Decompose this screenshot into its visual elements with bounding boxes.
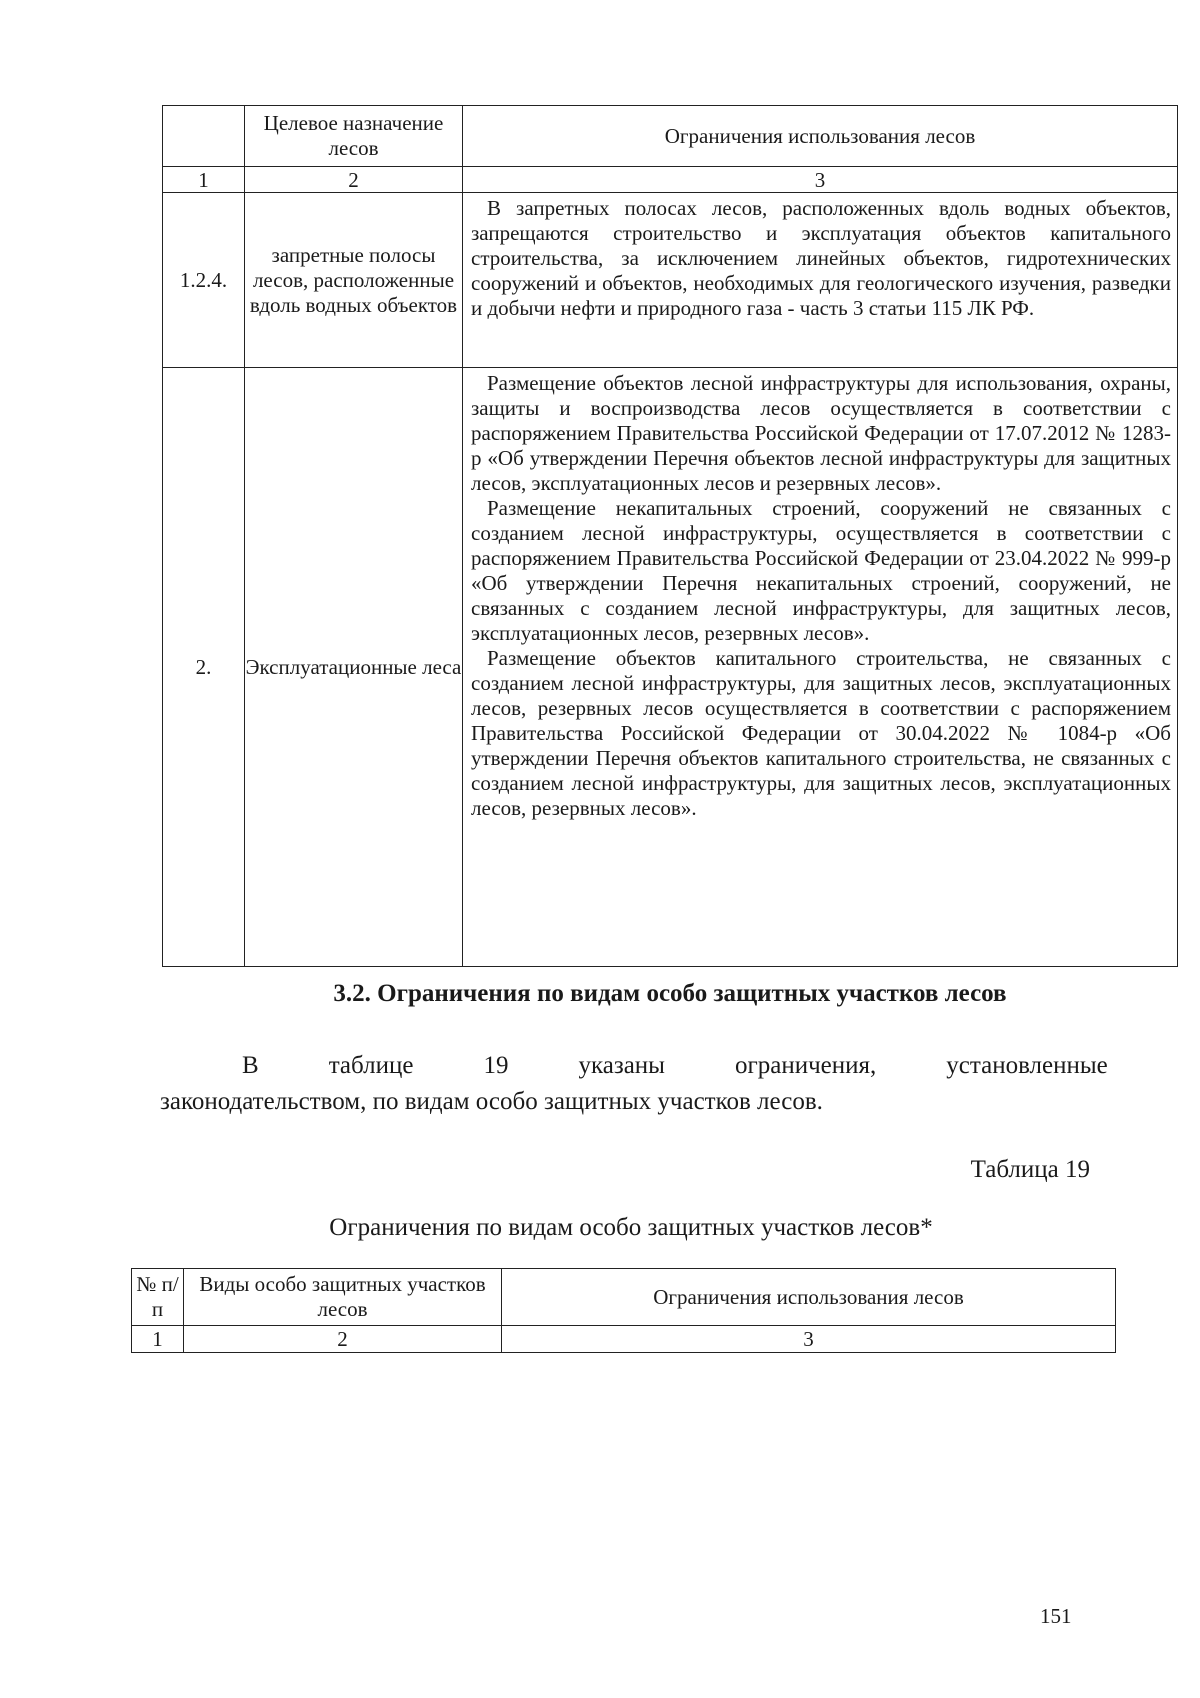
paragraph-word: 19: [483, 1052, 509, 1079]
table-title: Ограничения по видам особо защитных участков лесов*: [329, 1214, 933, 1241]
row-restrictions: [463, 368, 1178, 967]
row-restrictions: [463, 193, 1178, 368]
restriction-paragraph: Размещение объектов лесной инфраструктуры для использования, охраны, защиты и воспроизводства лесов осуществляется в соответствии с распоряжением Правительства Российской Федерации от 17.07.2012 № 1283-р «Об утверждении Перечня объектов лесной инфраструктуры для защитных лесов, эксплуатационных лесов и резервных лесов».: [471, 371, 1171, 495]
restriction-paragraph: Размещение некапитальных строений, сооружений не связанных с созданием лесной инфраструктуры, осуществляется в соответствии с распоряжением Правительства Российской Федерации от 23.04.2022 № 999-р «Об утверждении Перечня некапитальных строений, сооружений, не связанных с созданием лесной инфраструктуры, для защитных лесов, эксплуатационных лесов, резервных лесов».: [471, 496, 1171, 645]
table-header-row: [163, 106, 1178, 167]
page-number: 151: [1040, 1604, 1072, 1628]
header-cell-number: № п/п: [132, 1269, 184, 1326]
table-row: [163, 193, 1178, 368]
table-column-numbers-row: [132, 1326, 1116, 1353]
column-number: 2: [184, 1326, 502, 1353]
header-cell-number: [163, 106, 245, 167]
column-number: 3: [502, 1326, 1116, 1353]
row-purpose: Эксплуатационные леса: [245, 368, 463, 967]
table-row: [163, 368, 1178, 967]
section-title: 3.2. Ограничения по видам особо защитных участков лесов: [333, 980, 1007, 1007]
header-cell-restrictions: Ограничения использования лесов: [463, 106, 1178, 167]
restriction-paragraph: Размещение объектов капитального строительства, не связанных с созданием лесной инфраструктуры, для защитных лесов, эксплуатационных лесов, резервных лесов осуществляется в соответствии с распоряжением Правительства Российской Федерации от 30.04.2022 № 1084-р «Об утверждении Перечня объектов капитального строительства, не связанных с созданием лесной инфраструктуры, для защитных лесов, эксплуатационных лесов, резервных лесов».: [471, 646, 1171, 820]
forest-restrictions-table-continued: [162, 105, 1178, 967]
paragraph-word: таблице: [328, 1052, 414, 1079]
row-purpose: запретные полосы лесов, расположенные вдоль водных объектов: [245, 193, 463, 368]
table-label: Таблица 19: [970, 1156, 1090, 1183]
special-protective-areas-table: [131, 1268, 1116, 1353]
header-cell-area-types: Виды особо защитных участков лесов: [184, 1269, 502, 1326]
restriction-paragraph: В запретных полосах лесов, расположенных вдоль водных объектов, запрещаются строительство и эксплуатация объектов капитального строительства, за исключением линейных объектов, гидротехнических сооружений и объектов, необходимых для геологического изучения, разведки и добычи нефти и природного газа - часть 3 статьи 115 ЛК РФ.: [471, 196, 1171, 320]
paragraph-word: ограничения,: [734, 1052, 877, 1079]
table-column-numbers-row: [163, 167, 1178, 193]
column-number: 1: [163, 167, 245, 193]
row-number: 1.2.4.: [163, 193, 245, 368]
header-cell-purpose: Целевое назначение лесов: [245, 106, 463, 167]
body-paragraph: [160, 1048, 1108, 1120]
paragraph-word: установленные: [946, 1052, 1108, 1079]
paragraph-word: указаны: [578, 1052, 665, 1079]
header-cell-restrictions: Ограничения использования лесов: [502, 1269, 1116, 1326]
column-number: 2: [245, 167, 463, 193]
column-number: 3: [463, 167, 1178, 193]
row-number: 2.: [163, 368, 245, 967]
paragraph-line: [172, 1048, 1108, 1084]
table-header-row: [132, 1269, 1116, 1326]
paragraph-word: В: [242, 1052, 259, 1079]
paragraph-line: законодательством, по видам особо защитных участков лесов.: [160, 1088, 823, 1115]
column-number: 1: [132, 1326, 184, 1353]
